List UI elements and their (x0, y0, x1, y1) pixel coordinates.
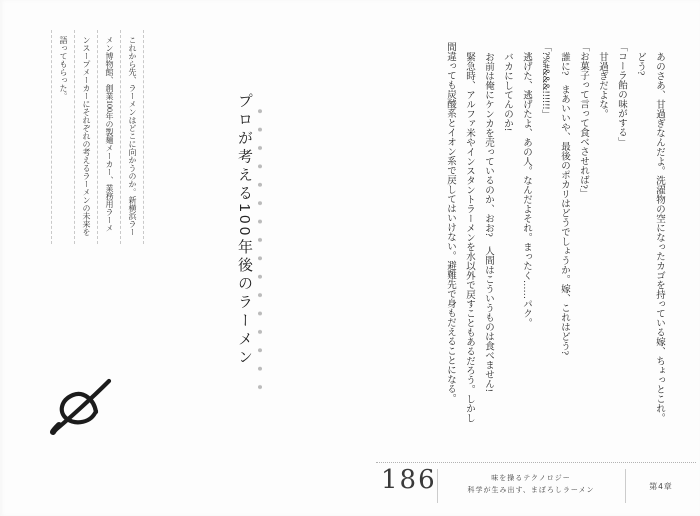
body-text-block (440, 42, 668, 425)
body-paragraph: あのさあ、甘過ぎなんだよ。洗濯物の空になったカゴを持っている嫁、ちょっとこれ。 (654, 51, 664, 422)
chapter-number-label: 第4章 (649, 482, 673, 491)
section-title: プロが考える100年後のラーメン (236, 93, 253, 368)
body-paragraph: バカにしてんのか! (502, 51, 512, 131)
page-number: 186 (381, 465, 437, 495)
body-paragraph: 甘過ぎだよな。 (597, 51, 607, 118)
section-title-block (235, 93, 263, 397)
body-paragraph: 誰に? まあいいや、最後のポカリはどうでしょうか。嫁、これはどう? (559, 51, 569, 355)
pen-scribble (45, 374, 125, 444)
body-paragraph: どう? (635, 51, 645, 75)
body-paragraph: 逃げた、逃げたよ、あの人。なんだよそれ。まったく……パク。 (521, 51, 531, 327)
emphasis-dots (257, 102, 263, 397)
running-head (437, 473, 625, 497)
running-chapter-title: 科学が生み出す、まぼろしラーメン (467, 487, 595, 494)
intro-text: これから先、ラーメンはどこに向かうのか。新横浜ラーメン博物館、創業100年の製麺メーカー、業務用ラーメンスープメーカーにそれぞれの考えるラーメンの未来を語ってもらった。 (59, 36, 137, 236)
body-paragraph: 緊急時、アルファ米やインスタントラーメンを水以外で戻すこともあるだろう。しかし間違っても炭酸系とイオン系で戻してはいけない。避難先で身もだえることになる。 (445, 42, 474, 422)
body-paragraph: お前は俺にケンカを売っているのか、おお? 人間はこういうものは食べません! (483, 51, 493, 392)
body-paragraph: 「お菓子って言って食べさせれば?」 (578, 42, 588, 199)
running-section-title: 味を操るテクノロジー (491, 475, 571, 482)
body-paragraph: 「コーラ飴の味がする」 (616, 42, 626, 147)
body-paragraph: 「?%#&&&!!!!!!」 (540, 42, 550, 120)
footer-dotted-rule (376, 462, 696, 463)
